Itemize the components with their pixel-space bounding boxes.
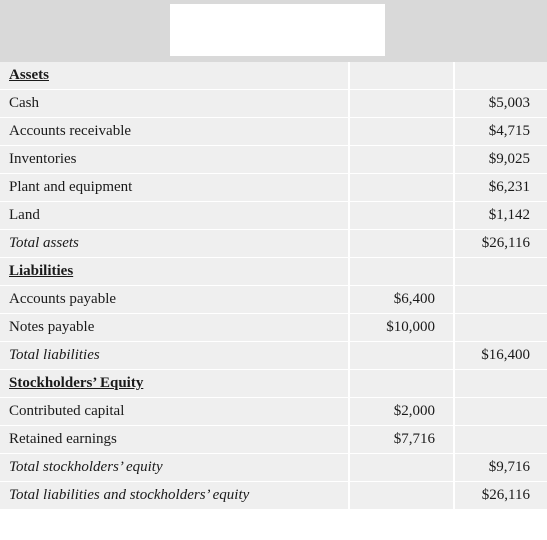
row-label: Accounts receivable [0,118,349,146]
row-label: Cash [0,90,349,118]
table-row [0,230,547,258]
right-column-cell [454,314,547,342]
right-column-cell: $6,231 [454,174,547,202]
row-label: Accounts payable [0,286,349,314]
mid-column-cell [349,118,454,146]
row-label: Retained earnings [0,426,349,454]
table-row [0,426,547,454]
mid-column-cell: $10,000 [349,314,454,342]
table-row [0,174,547,202]
right-column-cell: $1,142 [454,202,547,230]
mid-column-cell [349,62,454,90]
total-value-assets: $26,116 [454,230,547,258]
table-row [0,146,547,174]
row-label: Plant and equipment [0,174,349,202]
table-row [0,454,547,482]
right-column-cell [454,398,547,426]
table-row [0,258,547,286]
total-label-equity: Total stockholders’ equity [0,454,349,482]
table-row [0,314,547,342]
section-heading-liabilities: Liabilities [0,258,349,286]
total-label-assets: Total assets [0,230,349,258]
total-label-liabilities-and-equity: Total liabilities and stockholders’ equity [0,482,349,510]
right-column-cell [454,258,547,286]
mid-column-cell: $7,716 [349,426,454,454]
mid-column-cell [349,482,454,510]
table-row [0,202,547,230]
right-column-cell [454,62,547,90]
right-column-cell [454,370,547,398]
right-column-cell [454,286,547,314]
right-column-cell: $9,025 [454,146,547,174]
row-label: Inventories [0,146,349,174]
right-column-cell: $5,003 [454,90,547,118]
table-row [0,286,547,314]
table-row [0,62,547,90]
mid-column-cell [349,202,454,230]
table-row [0,370,547,398]
table-row [0,342,547,370]
balance-sheet-table [0,62,547,510]
mid-column-cell [349,342,454,370]
mid-column-cell [349,146,454,174]
total-value-equity: $9,716 [454,454,547,482]
mid-column-cell: $2,000 [349,398,454,426]
table-row [0,482,547,510]
total-value-liabilities: $16,400 [454,342,547,370]
header-band [0,0,547,62]
row-label: Contributed capital [0,398,349,426]
table-row [0,398,547,426]
section-heading-assets: Assets [0,62,349,90]
row-label: Land [0,202,349,230]
total-value-liabilities-and-equity: $26,116 [454,482,547,510]
mid-column-cell [349,230,454,258]
mid-column-cell [349,258,454,286]
balance-sheet-body [0,62,547,510]
table-row [0,90,547,118]
mid-column-cell [349,90,454,118]
section-heading-equity: Stockholders’ Equity [0,370,349,398]
table-row [0,118,547,146]
right-column-cell [454,426,547,454]
total-label-liabilities: Total liabilities [0,342,349,370]
mid-column-cell [349,174,454,202]
row-label: Notes payable [0,314,349,342]
blank-title-box [170,4,385,56]
mid-column-cell [349,370,454,398]
mid-column-cell [349,454,454,482]
mid-column-cell: $6,400 [349,286,454,314]
right-column-cell: $4,715 [454,118,547,146]
